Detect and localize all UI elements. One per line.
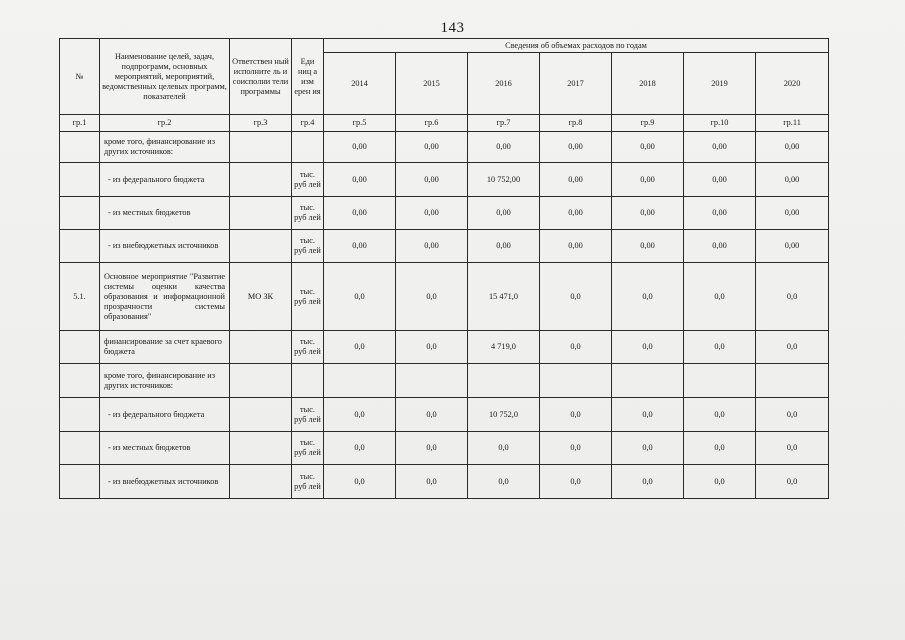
row-value: 0,0: [396, 398, 468, 432]
row-value: [756, 364, 829, 398]
table-row: [60, 197, 829, 230]
row-value: 0,0: [684, 263, 756, 331]
row-number: [60, 230, 100, 263]
table-row: [60, 263, 829, 331]
row-value: 0,00: [612, 132, 684, 163]
row-number: [60, 132, 100, 163]
row-value: 0,0: [396, 331, 468, 364]
row-value: 0,0: [684, 465, 756, 499]
row-number: [60, 163, 100, 197]
row-responsible: [230, 132, 292, 163]
row-number: [60, 465, 100, 499]
row-value: 0,0: [540, 465, 612, 499]
row-value: 0,0: [468, 465, 540, 499]
table-header: [60, 39, 829, 132]
row-value: 0,00: [612, 197, 684, 230]
row-name: - из федерального бюджета: [100, 163, 230, 197]
row-value: [540, 364, 612, 398]
gr-label: гр.10: [684, 115, 756, 132]
row-value: 0,0: [468, 432, 540, 465]
row-value: [468, 364, 540, 398]
table-row: [60, 364, 829, 398]
row-value: [324, 364, 396, 398]
row-value: 0,0: [396, 465, 468, 499]
row-name: кроме того, финансирование из других источников:: [100, 364, 230, 398]
row-value: 0,0: [756, 465, 829, 499]
row-value: 0,0: [396, 263, 468, 331]
row-value: 0,00: [396, 163, 468, 197]
row-unit: тыс. руб лей: [292, 465, 324, 499]
gr-label: гр.2: [100, 115, 230, 132]
row-responsible: МО ЗК: [230, 263, 292, 331]
gr-label: гр.9: [612, 115, 684, 132]
page-number: 143: [440, 20, 465, 36]
row-value: 0,00: [324, 163, 396, 197]
header-name: Наименование целей, задач, подпрограмм, основных мероприятий, мероприятий, ведомственных целевых программ, показателей: [100, 39, 230, 115]
gr-label: гр.5: [324, 115, 396, 132]
row-value: 0,00: [396, 230, 468, 263]
table-row: [60, 465, 829, 499]
row-value: 0,00: [756, 132, 829, 163]
row-name: - из федерального бюджета: [100, 398, 230, 432]
row-value: 0,0: [540, 432, 612, 465]
header-year: 2015: [396, 53, 468, 115]
row-value: 0,00: [756, 230, 829, 263]
row-unit: тыс. руб лей: [292, 331, 324, 364]
row-responsible: [230, 432, 292, 465]
row-value: 0,0: [684, 432, 756, 465]
row-value: 0,0: [684, 331, 756, 364]
gr-label: гр.11: [756, 115, 829, 132]
row-name: финансирование за счет краевого бюджета: [100, 331, 230, 364]
header-responsible: Ответствен ный исполните ль и соисполни тели программы: [230, 39, 292, 115]
row-unit: тыс. руб лей: [292, 263, 324, 331]
row-value: 0,00: [396, 132, 468, 163]
row-value: 10 752,00: [468, 163, 540, 197]
row-value: 0,0: [684, 398, 756, 432]
row-unit: тыс. руб лей: [292, 432, 324, 465]
row-value: 10 752,0: [468, 398, 540, 432]
row-value: 0,0: [396, 432, 468, 465]
column-numbering-row: [60, 115, 829, 132]
header-years-group: Сведения об объемах расходов по годам: [324, 39, 829, 53]
row-value: 0,00: [468, 132, 540, 163]
row-responsible: [230, 230, 292, 263]
header-year: 2016: [468, 53, 540, 115]
row-value: 0,0: [324, 398, 396, 432]
row-responsible: [230, 465, 292, 499]
row-value: 0,00: [684, 163, 756, 197]
row-value: [612, 364, 684, 398]
row-value: 0,0: [540, 263, 612, 331]
row-value: 0,0: [612, 465, 684, 499]
row-responsible: [230, 364, 292, 398]
row-name: кроме того, финансирование из других источников:: [100, 132, 230, 163]
row-unit: тыс. руб лей: [292, 230, 324, 263]
row-value: 0,00: [324, 132, 396, 163]
table-row: [60, 398, 829, 432]
row-value: 0,00: [396, 197, 468, 230]
row-value: 0,00: [540, 132, 612, 163]
row-number: [60, 432, 100, 465]
table-row: [60, 230, 829, 263]
table-body: [60, 132, 829, 499]
row-number: [60, 331, 100, 364]
table-row: [60, 132, 829, 163]
row-value: 0,00: [540, 197, 612, 230]
row-name: - из местных бюджетов: [100, 197, 230, 230]
expenditure-table: [59, 38, 829, 499]
row-value: 0,0: [540, 398, 612, 432]
row-responsible: [230, 163, 292, 197]
row-number: 5.1.: [60, 263, 100, 331]
row-responsible: [230, 331, 292, 364]
gr-label: гр.7: [468, 115, 540, 132]
header-year: 2014: [324, 53, 396, 115]
row-value: 0,00: [468, 197, 540, 230]
row-value: 15 471,0: [468, 263, 540, 331]
row-value: 0,00: [756, 197, 829, 230]
row-value: 0,0: [756, 398, 829, 432]
row-value: 0,0: [612, 331, 684, 364]
header-year: 2019: [684, 53, 756, 115]
header-year: 2018: [612, 53, 684, 115]
row-value: 0,0: [324, 465, 396, 499]
row-value: 0,00: [540, 163, 612, 197]
row-value: 0,00: [684, 132, 756, 163]
row-unit: тыс. руб лей: [292, 197, 324, 230]
row-value: 0,00: [324, 230, 396, 263]
row-value: 0,00: [468, 230, 540, 263]
row-value: 0,00: [684, 230, 756, 263]
row-name: - из внебюджетных источников: [100, 230, 230, 263]
gr-label: гр.3: [230, 115, 292, 132]
row-value: 0,0: [612, 398, 684, 432]
row-value: 0,00: [612, 163, 684, 197]
table-row: [60, 163, 829, 197]
row-value: 0,0: [756, 432, 829, 465]
row-value: 0,00: [540, 230, 612, 263]
row-value: 0,00: [684, 197, 756, 230]
gr-label: гр.1: [60, 115, 100, 132]
row-responsible: [230, 197, 292, 230]
header-number: №: [60, 39, 100, 115]
row-value: [396, 364, 468, 398]
header-unit: Еди ниц а изм ерен ия: [292, 39, 324, 115]
row-number: [60, 364, 100, 398]
row-unit: тыс. руб лей: [292, 163, 324, 197]
row-name: Основное мероприятие "Развитие системы оценки качества образования и информационной прозрачности системы образования": [100, 263, 230, 331]
row-value: 0,0: [612, 432, 684, 465]
row-name: - из местных бюджетов: [100, 432, 230, 465]
table-row: [60, 331, 829, 364]
gr-label: гр.8: [540, 115, 612, 132]
row-value: 4 719,0: [468, 331, 540, 364]
row-unit: тыс. руб лей: [292, 398, 324, 432]
header-year: 2020: [756, 53, 829, 115]
row-number: [60, 398, 100, 432]
header-year: 2017: [540, 53, 612, 115]
row-value: 0,0: [324, 331, 396, 364]
row-name: - из внебюджетных источников: [100, 465, 230, 499]
gr-label: гр.6: [396, 115, 468, 132]
row-unit: [292, 364, 324, 398]
row-value: 0,0: [756, 331, 829, 364]
table-row: [60, 432, 829, 465]
row-value: 0,0: [756, 263, 829, 331]
row-value: 0,0: [324, 263, 396, 331]
row-value: 0,0: [540, 331, 612, 364]
row-number: [60, 197, 100, 230]
row-value: 0,00: [324, 197, 396, 230]
row-value: 0,0: [324, 432, 396, 465]
row-value: 0,00: [612, 230, 684, 263]
row-responsible: [230, 398, 292, 432]
gr-label: гр.4: [292, 115, 324, 132]
row-value: [684, 364, 756, 398]
row-value: 0,0: [612, 263, 684, 331]
row-unit: [292, 132, 324, 163]
row-value: 0,00: [756, 163, 829, 197]
